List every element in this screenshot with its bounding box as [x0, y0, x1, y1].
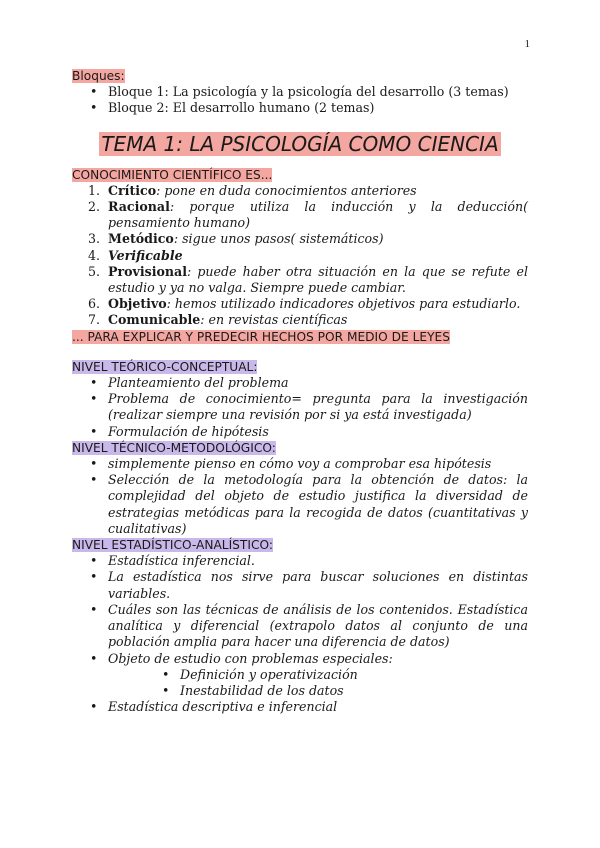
conocimiento-section — [72, 167, 528, 345]
list-item: • La estadística nos sirve para buscar soluciones en distintas variables. — [108, 569, 528, 601]
list-item: 6. Objetivo: hemos utilizado indicadores objetivos para estudiarlo. — [88, 296, 521, 312]
title-wrap — [72, 131, 528, 157]
list-item: 3. Metódico: sigue unos pasos( sistemáticos) — [88, 231, 384, 247]
nivel-tecnico-section — [72, 440, 528, 537]
list-item: • Bloque 2: El desarrollo humano (2 temas) — [108, 100, 528, 116]
bloques-list — [72, 84, 528, 116]
nivel-teorico-section — [72, 359, 528, 440]
document-body — [72, 68, 528, 715]
list-item: • Selección de la metodología para la obtención de datos: la complejidad del objeto de estudio justifica la diversidad de estrategias metódicas para la recogida de datos (cuantitativas y cualitativas) — [108, 472, 528, 537]
list-item: • Definición y operativización — [180, 667, 528, 683]
list-item: • Bloque 1: La psicología y la psicología del desarrollo (3 temas) — [108, 84, 528, 100]
conocimiento-closing: ... PARA EXPLICAR Y PREDECIR HECHOS POR MEDIO DE LEYES — [72, 329, 450, 344]
nivel-estadistico-section — [72, 537, 528, 715]
list-item: 4. Verificable — [88, 247, 183, 263]
nivel-teorico-list — [72, 375, 528, 440]
list-item: • Objeto de estudio con problemas especiales: — [108, 651, 528, 667]
list-item: • Cuáles son las técnicas de análisis de los contenidos. Estadística analítica y diferencial (extrapolo datos al conjunto de una población amplia para hacer una diferencia de datos) — [108, 602, 528, 651]
nivel-estadistico-heading: NIVEL ESTADÍSTICO-ANALÍSTICO: — [72, 538, 273, 553]
page-number: 1 — [524, 38, 530, 50]
list-item: 7. Comunicable: en revistas científicas — [88, 312, 348, 328]
list-item: • Estadística inferencial. — [108, 553, 528, 569]
list-item: • Problema de conocimiento= pregunta para la investigación (realizar siempre una revisión por si ya está investigada) — [108, 391, 528, 423]
nivel-estadistico-list-end — [72, 699, 528, 715]
list-item: • Formulación de hipótesis — [108, 424, 528, 440]
nivel-teorico-heading: NIVEL TEÓRICO-CONCEPTUAL: — [72, 359, 258, 374]
list-item: 1. Crítico: pone en duda conocimientos anteriores — [88, 182, 417, 198]
nivel-estadistico-sublist — [72, 667, 528, 699]
bloques-section — [72, 68, 528, 117]
list-item: 2. Racional: porque utiliza la inducción y la deducción( pensamiento humano) — [88, 199, 528, 231]
list-item: 5. Provisional: puede haber otra situación en la que se refute el estudio y ya no valga. Siempre puede cambiar. — [88, 263, 528, 296]
nivel-tecnico-heading: NIVEL TÉCNICO-METODOLÓGICO: — [72, 440, 276, 455]
list-item: • simplemente pienso en cómo voy a comprobar esa hipótesis — [108, 456, 528, 472]
conocimiento-list — [72, 183, 528, 329]
bloques-heading: Bloques: — [72, 69, 125, 83]
nivel-tecnico-list — [72, 456, 528, 537]
nivel-estadistico-list — [72, 553, 528, 666]
list-item: • Inestabilidad de los datos — [180, 683, 528, 699]
conocimiento-heading: CONOCIMIENTO CIENTÍFICO ES... — [72, 167, 273, 182]
list-item: • Planteamiento del problema — [108, 375, 528, 391]
list-item: • Estadística descriptiva e inferencial — [108, 699, 528, 715]
page-title: TEMA 1: LA PSICOLOGÍA COMO CIENCIA — [101, 131, 499, 156]
